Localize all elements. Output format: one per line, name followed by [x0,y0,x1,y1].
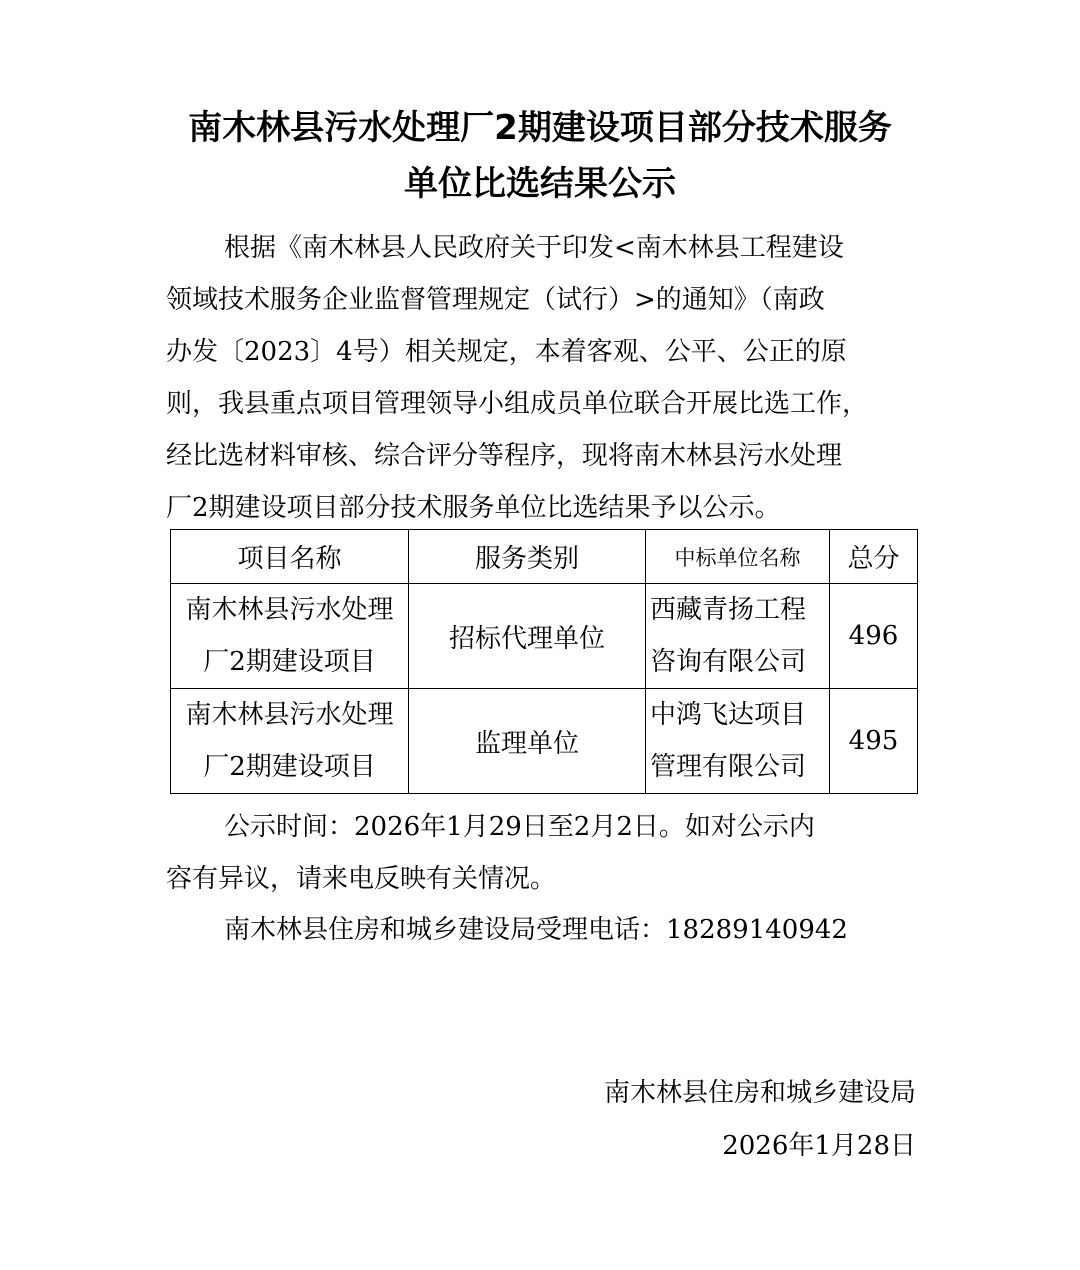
cell-text: 咨询有限公司 [650,647,807,677]
cell-text: 厂2期建设项目 [203,647,376,677]
body-line-6: 厂2期建设项目部分技术服务单位比选结果予以公示。 [166,493,781,523]
notice-line-2: 容有异议，请来电反映有关情况。 [166,864,557,894]
header-project-name: 项目名称 [171,530,409,584]
signature-organization: 南木林县住房和城乡建设局 [603,1078,916,1108]
table-header-row [171,530,918,584]
header-service-type: 服务类别 [409,530,646,584]
cell-text: 中鸿飞达项目 [650,700,807,730]
cell-winner-name [646,689,830,794]
document-title-line-2: 单位比选结果公示 [404,164,676,204]
cell-project-name [171,584,409,689]
notice-line-1: 公示时间：2026年1月29日至2月2日。如对公示内 [224,812,815,842]
phone-line: 南木林县住房和城乡建设局受理电话：18289140942 [224,915,848,945]
phone-paragraph [166,904,918,956]
cell-total-score: 496 [830,584,918,689]
results-table [170,529,918,794]
cell-text: 西藏青扬工程 [650,595,807,625]
signature-date: 2026年1月28日 [722,1131,916,1161]
document-title-line-1: 南木林县污水处理厂2期建设项目部分技术服务 [188,108,892,148]
notice-paragraph [166,801,918,905]
body-line-2: 领域技术服务企业监督管理规定（试行）>的通知》（南政 [166,285,825,315]
table-row [171,584,918,689]
body-paragraph [166,222,918,534]
body-line-3: 办发〔2023〕4号）相关规定，本着客观、公平、公正的原 [166,337,847,367]
cell-total-score: 495 [830,689,918,794]
table-row [171,689,918,794]
body-line-4: 则，我县重点项目管理领导小组成员单位联合开展比选工作， [166,389,869,419]
cell-text: 南木林县污水处理 [185,700,394,730]
cell-project-name [171,689,409,794]
cell-text: 厂2期建设项目 [203,752,376,782]
cell-winner-name [646,584,830,689]
body-line-5: 经比选材料审核、综合评分等程序，现将南木林县污水处理 [166,441,843,471]
cell-text: 管理有限公司 [650,752,807,782]
cell-text: 南木林县污水处理 [185,595,394,625]
cell-service-type: 监理单位 [409,689,646,794]
header-winner-name: 中标单位名称 [646,530,830,584]
header-total-score: 总分 [830,530,918,584]
cell-service-type: 招标代理单位 [409,584,646,689]
body-line-1: 根据《南木林县人民政府关于印发<南木林县工程建设 [224,233,844,263]
